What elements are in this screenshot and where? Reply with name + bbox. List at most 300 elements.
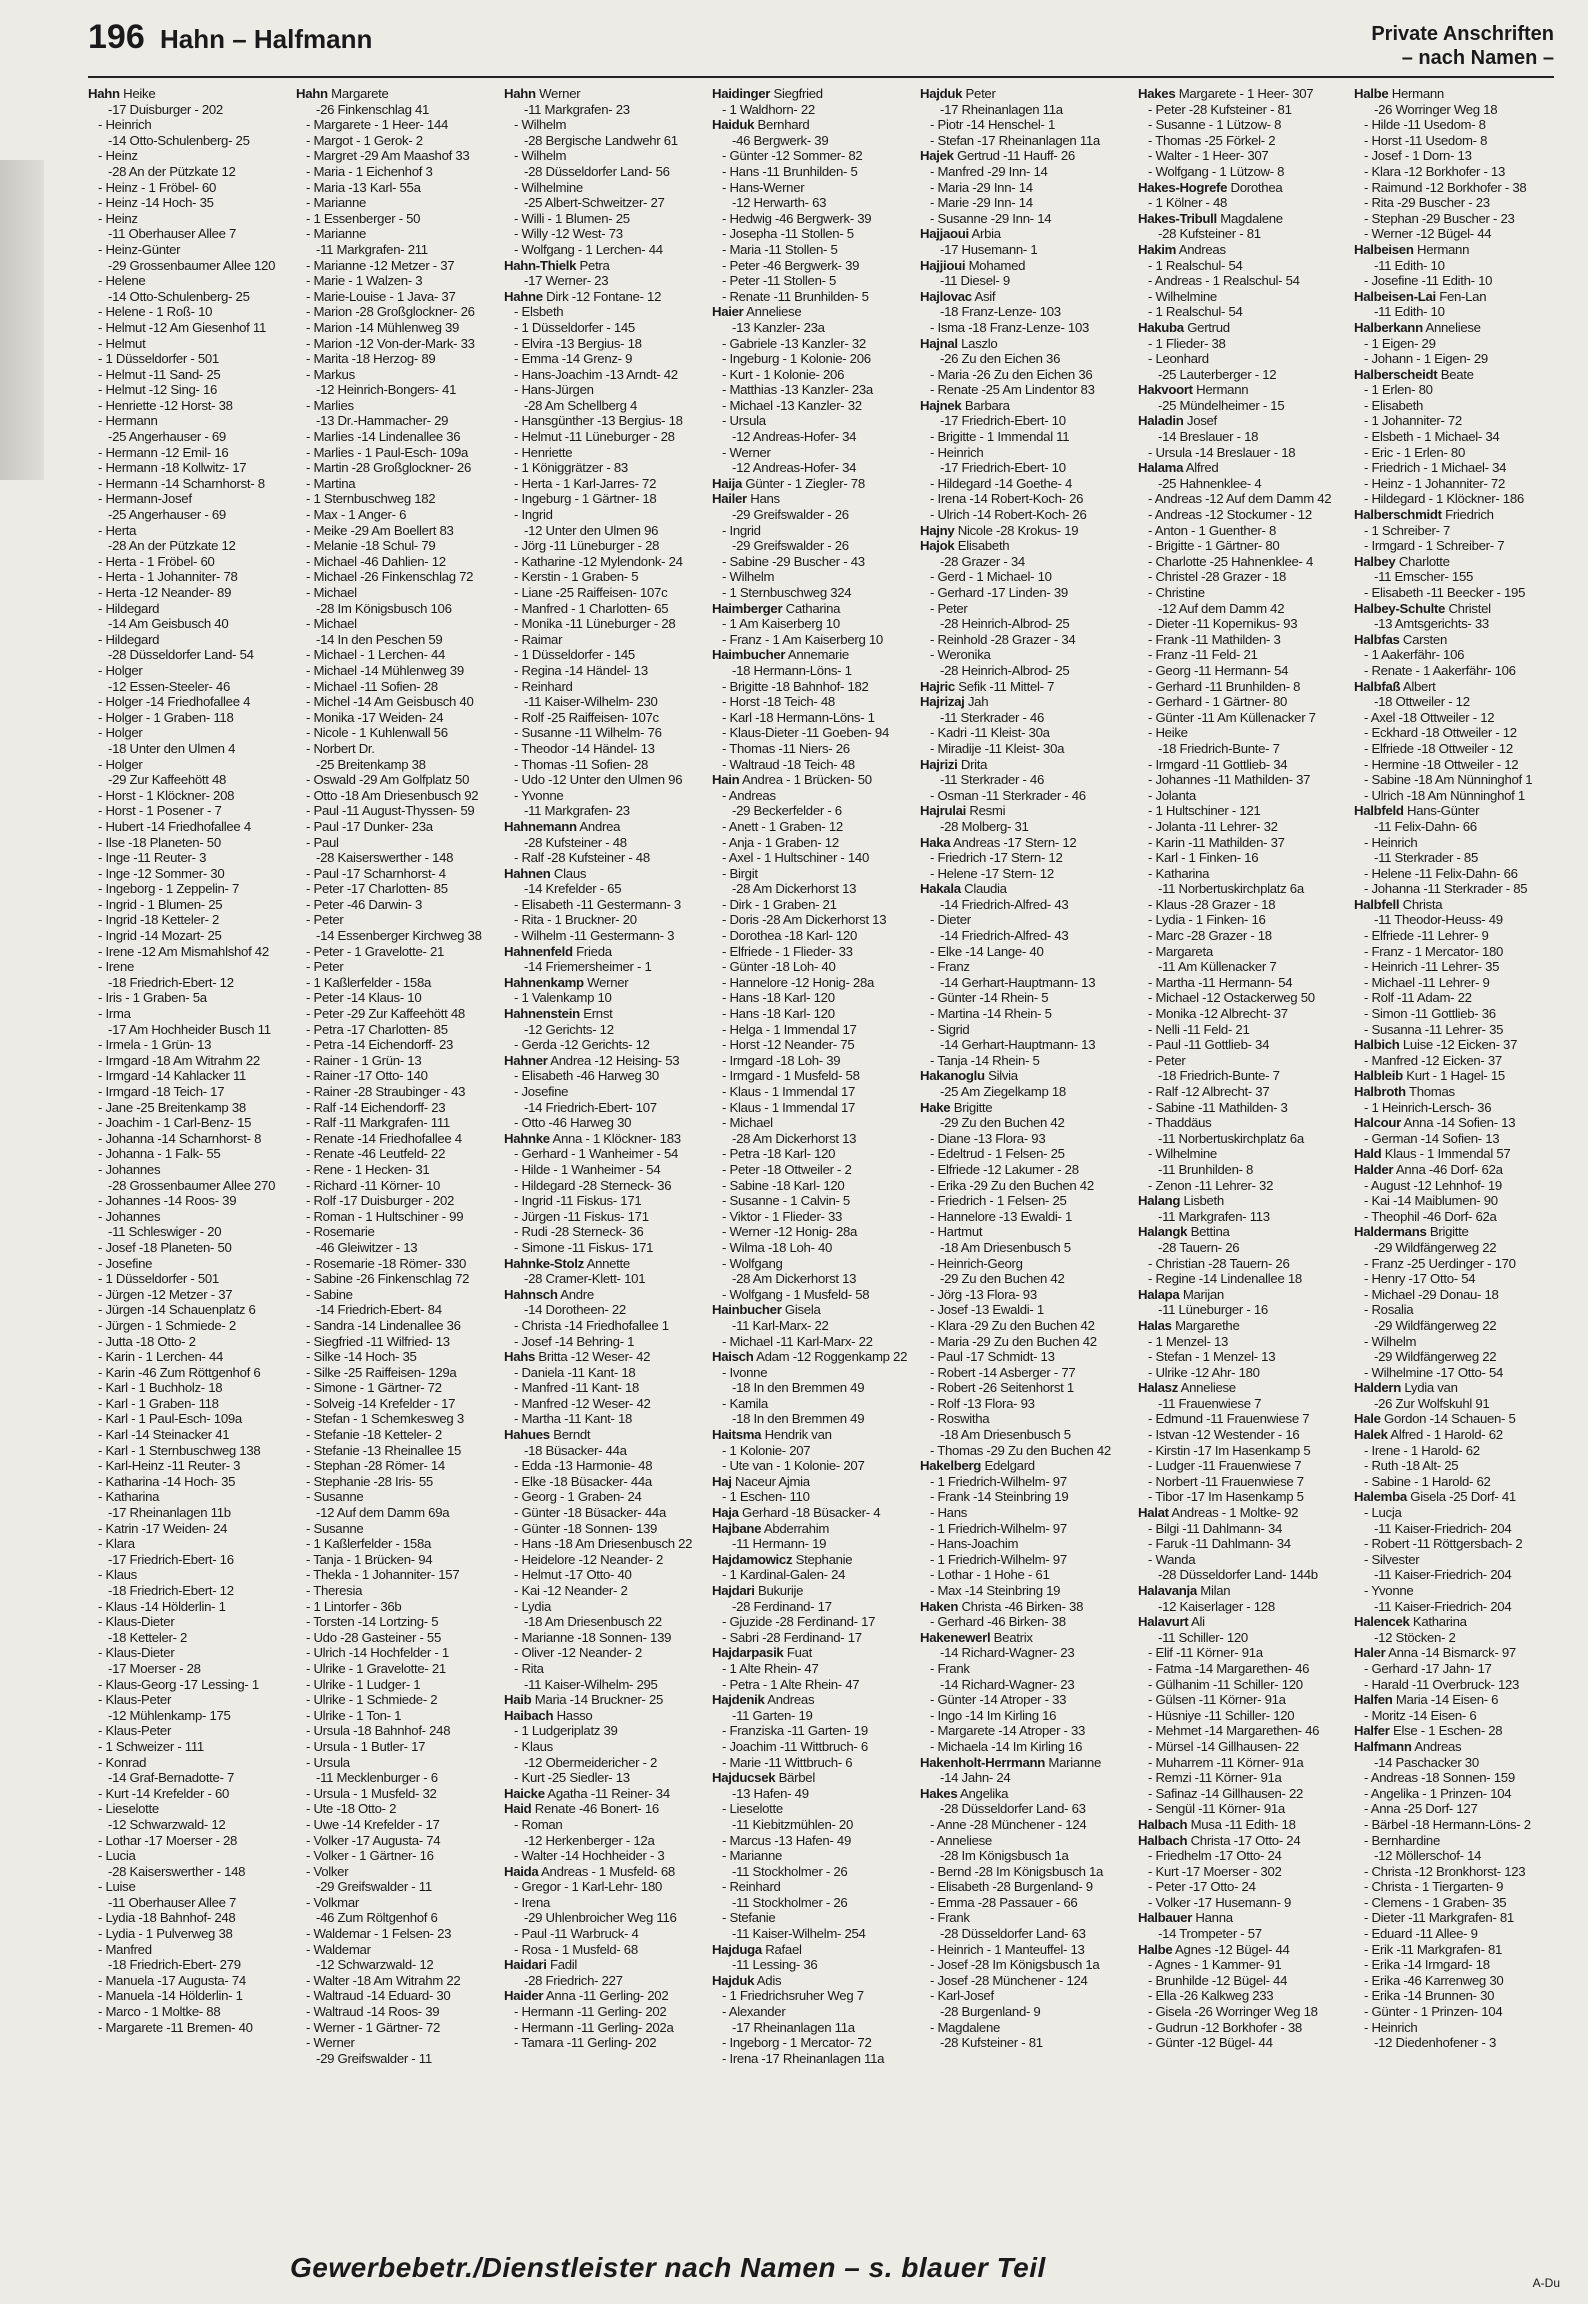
directory-entry-line: - Simon -11 Gottlieb- 36: [1364, 1006, 1496, 1022]
directory-entry-line: - Rita: [514, 1660, 544, 1676]
directory-entry-line: Halas Margarethe: [1138, 1317, 1240, 1333]
directory-entry-line: Hahnke-Stolz Annette: [504, 1255, 630, 1271]
directory-entry-line: - Stefanie: [722, 1910, 776, 1926]
directory-entry-line: -14 Graf-Bernadotte- 7: [108, 1770, 235, 1786]
directory-entry-line: -28 Kufsteiner - 48: [524, 834, 627, 850]
directory-entry-line: -28 Molberg- 31: [940, 818, 1029, 834]
directory-entry-line: - Hedwig -46 Bergwerk- 39: [722, 210, 872, 226]
directory-entry-line: - 1 Düsseldorfer - 501: [98, 351, 219, 367]
directory-entry-line: -14 Friemersheimer - 1: [524, 959, 652, 975]
directory-entry-line: - Susanne: [306, 1520, 364, 1536]
directory-entry-line: - Susanne -11 Wilhelm- 76: [514, 725, 662, 741]
directory-entry-line: - Rosalia: [1364, 1302, 1414, 1318]
directory-entry-line: - Peter: [306, 912, 344, 928]
directory-entry-line: - Johannes -14 Roos- 39: [98, 1193, 237, 1209]
directory-entry-line: - 1 Kolonie- 207: [722, 1442, 811, 1458]
directory-entry-line: - German -14 Sofien- 13: [1364, 1130, 1500, 1146]
directory-entry-line: - Torsten -14 Lortzing- 5: [306, 1614, 439, 1630]
directory-entry-line: - Rudi -28 Sterneck- 36: [514, 1224, 644, 1240]
directory-entry-line: Halberschmidt Friedrich: [1354, 507, 1494, 523]
directory-entry-line: Hajnal Laszlo: [920, 335, 998, 351]
directory-entry-line: - Marianne -12 Metzer - 37: [306, 257, 455, 273]
directory-entry-line: Halbeisen Hermann: [1354, 241, 1470, 257]
directory-entry-line: - Emma -14 Grenz- 9: [514, 351, 633, 367]
directory-entry-line: - Renate -14 Friedhofallee 4: [306, 1130, 462, 1146]
directory-entry-line: - Simone - 1 Gärtner- 72: [306, 1380, 442, 1396]
directory-entry-line: -29 Greifswalder - 26: [732, 507, 849, 523]
directory-entry-line: - 1 Johanniter- 72: [1364, 413, 1462, 429]
directory-entry-line: -11 Lüneburger - 16: [1158, 1302, 1268, 1318]
directory-entry-line: - Henriette: [514, 444, 573, 460]
directory-entry-line: - Sabine -18 Am Nünninghof 1: [1364, 772, 1533, 788]
directory-entry-line: - Gerhard -17 Jahn- 17: [1364, 1660, 1492, 1676]
directory-entry-line: - Michael -26 Finkenschlag 72: [306, 569, 474, 585]
directory-entry-line: - Helmut -12 Am Giesenhof 11: [98, 319, 267, 335]
directory-entry-line: - Karl - 1 Sternbuschweg 138: [98, 1442, 261, 1458]
directory-entry-line: - Heinrich -11 Lehrer- 35: [1364, 959, 1500, 975]
directory-entry-line: - Klaus -28 Grazer - 18: [1148, 896, 1276, 912]
directory-entry-line: - Josefine: [514, 1084, 569, 1099]
directory-entry-line: - Martina: [306, 475, 356, 491]
directory-entry-line: -28 Bergische Landwehr 61: [524, 132, 678, 148]
directory-entry-line: - Leonhard: [1148, 351, 1209, 367]
directory-entry-line: - Thomas -25 Förkel- 2: [1148, 132, 1276, 148]
directory-entry-line: - Klara: [98, 1536, 135, 1552]
directory-entry-line: - Michael -13 Kanzler- 32: [722, 397, 862, 413]
directory-entry-line: - Siegfried -11 Wilfried- 13: [306, 1333, 450, 1349]
directory-entry-line: - Ingo -14 Im Kirling 16: [930, 1707, 1057, 1723]
directory-entry-line: Halbich Luise -12 Eicken- 37: [1354, 1037, 1518, 1053]
directory-entry-line: - Josefine: [98, 1255, 153, 1271]
directory-entry-line: Halbey Charlotte: [1354, 553, 1450, 569]
directory-entry-line: - Margareta: [1148, 943, 1213, 959]
directory-entry-line: -25 Hahnenklee- 4: [1158, 475, 1262, 491]
directory-entry-line: - Anne -28 Münchener - 124: [930, 1816, 1087, 1832]
directory-entry-line: -14 Gerhart-Hauptmann- 13: [940, 974, 1096, 990]
directory-entry-line: -11 Karl-Marx- 22: [732, 1317, 829, 1333]
directory-entry-line: - Ingeburg - 1 Gärtner- 18: [514, 491, 657, 507]
directory-entry-line: - Ingrid: [722, 522, 761, 538]
directory-entry-line: - Günter -14 Rhein- 5: [930, 990, 1049, 1006]
directory-entry-line: Haier Anneliese: [712, 304, 802, 320]
directory-entry-line: -11 Oberhauser Allee 7: [108, 226, 237, 242]
directory-entry-line: -28 An der Pützkate 12: [108, 163, 236, 179]
page-header: [88, 18, 1554, 69]
directory-entry-line: Halbauer Hanna: [1138, 1910, 1233, 1926]
directory-entry-line: -18 Ottweiler - 12: [1374, 694, 1470, 710]
directory-entry-line: - Sabine -18 Karl- 120: [722, 1177, 845, 1193]
directory-entry-line: - Heinrich: [1364, 2019, 1418, 2035]
directory-entry-line: - Marlies: [306, 397, 354, 413]
directory-entry-line: -13 Amtsgerichts- 33: [1374, 616, 1489, 632]
directory-entry-line: - Sigrid: [930, 1021, 970, 1037]
directory-entry-line: - Helmut: [98, 335, 146, 351]
directory-entry-line: - Frank: [930, 1660, 970, 1676]
directory-entry-line: - Klaus-Dieter -11 Goeben- 94: [722, 725, 889, 741]
directory-entry-line: - Jürgen -11 Fiskus- 171: [514, 1208, 649, 1224]
directory-entry-line: -12 Mühlenkamp- 175: [108, 1707, 231, 1723]
directory-entry-line: -11 Garten- 19: [732, 1707, 813, 1723]
directory-entry-line: - Thomas -11 Niers- 26: [722, 740, 850, 756]
directory-entry-line: - Petra -18 Karl- 120: [722, 1146, 836, 1162]
directory-entry-line: - Robert -26 Seitenhorst 1: [930, 1380, 1074, 1396]
directory-entry-line: - Wolfgang - 1 Lützow- 8: [1148, 163, 1285, 179]
directory-entry-line: - Peter -17 Otto- 24: [1148, 1879, 1256, 1895]
directory-entry-line: Haja Gerhard -18 Büsacker- 4: [712, 1505, 881, 1521]
directory-entry-line: - Mehmet -14 Margarethen- 46: [1148, 1723, 1320, 1739]
directory-entry-line: - 1 Alte Rhein- 47: [722, 1660, 819, 1676]
directory-entry-line: - Rolf -25 Raiffeisen- 107c: [514, 709, 659, 725]
directory-entry-line: - Manfred -12 Eicken- 37: [1364, 1052, 1502, 1068]
directory-entry-line: -11 Brunhilden- 8: [1158, 1161, 1254, 1177]
directory-entry-line: - Ingeburg - 1 Kolonie- 206: [722, 351, 871, 367]
directory-entry-line: - Holger -14 Friedhofallee 4: [98, 694, 251, 710]
directory-entry-line: - Michael -11 Lehrer- 9: [1364, 974, 1490, 990]
directory-entry-line: - Sabine: [306, 1286, 353, 1302]
directory-entry-line: -28 Grossenbaumer Allee 270: [108, 1177, 276, 1193]
directory-entry-line: - Matthias -13 Kanzler- 23a: [722, 382, 873, 398]
directory-entry-line: - Heidelore -12 Neander- 2: [514, 1551, 664, 1567]
directory-entry-line: Hahues Berndt: [504, 1427, 591, 1443]
directory-entry-line: - Axel - 1 Hultschiner - 140: [722, 850, 869, 866]
directory-entry-line: - Gerd - 1 Michael- 10: [930, 569, 1052, 585]
directory-entry-line: - Martha -11 Kant- 18: [514, 1411, 633, 1427]
directory-entry-line: - Kurt - 1 Kolonie- 206: [722, 366, 845, 382]
directory-entry-line: - 1 Düsseldorfer - 145: [514, 647, 635, 663]
directory-entry-line: Hakvoort Hermann: [1138, 382, 1249, 398]
directory-entry-line: - Helene -11 Felix-Dahn- 66: [1364, 865, 1518, 881]
directory-entry-line: Halbroth Thomas: [1354, 1084, 1455, 1099]
directory-entry-line: -25 Angerhauser - 69: [108, 507, 226, 523]
directory-entry-line: Halangk Bettina: [1138, 1224, 1230, 1240]
directory-entry-line: -14 Krefelder - 65: [524, 881, 622, 897]
directory-entry-line: - Manfred -12 Weser- 42: [514, 1395, 651, 1411]
directory-entry-line: -18 Friedrich-Bunte- 7: [1158, 1068, 1280, 1084]
directory-entry-line: - Agnes - 1 Kammer- 91: [1148, 1957, 1282, 1973]
directory-entry-line: -11 Am Küllenacker 7: [1158, 959, 1277, 975]
directory-entry-line: -18 Friedrich-Bunte- 7: [1158, 740, 1280, 756]
directory-entry-line: - Willy -12 West- 73: [514, 226, 623, 242]
directory-entry-line: - Erika -14 Brunnen- 30: [1364, 1988, 1495, 2004]
directory-entry-line: Hahn Margarete: [296, 86, 389, 101]
directory-entry-line: - Werner - 1 Gärtner- 72: [306, 2019, 440, 2035]
directory-entry-line: -46 Bergwerk- 39: [732, 132, 829, 148]
directory-entry-line: -46 Gleiwitzer - 13: [316, 1239, 418, 1255]
directory-entry-line: - Maria - 1 Eichenhof 3: [306, 163, 433, 179]
directory-entry-line: - Elke -14 Lange- 40: [930, 943, 1044, 959]
directory-entry-line: - Monika -12 Albrecht- 37: [1148, 1006, 1288, 1022]
directory-entry-line: - Irmgard - 1 Schreiber- 7: [1364, 538, 1505, 554]
directory-entry-line: - Michael: [306, 585, 357, 600]
directory-entry-line: - Elfriede -18 Ottweiler - 12: [1364, 740, 1513, 756]
directory-entry-line: - Daniela -11 Kant- 18: [514, 1364, 636, 1380]
directory-entry-line: - Kai -14 Maiblumen- 90: [1364, 1193, 1498, 1209]
directory-entry-line: - Volkmar: [306, 1894, 359, 1910]
directory-entry-line: - Kirstin -17 Im Hasenkamp 5: [1148, 1442, 1311, 1458]
directory-entry-line: Hajjaoui Arbia: [920, 226, 1001, 242]
directory-entry-line: Halberkann Anneliese: [1354, 319, 1481, 335]
directory-entry-line: - Klaus-Dieter: [98, 1645, 175, 1661]
directory-entry-line: - Gerda -12 Gerichts- 12: [514, 1037, 650, 1053]
directory-entry-line: - Gülsen -11 Körner- 91a: [1148, 1692, 1286, 1708]
directory-entry-line: - Anett - 1 Graben- 12: [722, 818, 843, 834]
directory-entry-line: - Herta - 1 Fröbel- 60: [98, 553, 215, 569]
directory-entry-line: - Karin -11 Mathilden- 37: [1148, 834, 1285, 850]
directory-entry-line: - Wilhelmine -17 Otto- 54: [1364, 1364, 1504, 1380]
directory-entry-line: Hajdenik Andreas: [712, 1692, 815, 1708]
directory-entry-line: - Jürgen - 1 Schmiede- 2: [98, 1317, 236, 1333]
directory-entry-line: - Heike: [1148, 725, 1188, 741]
directory-entry-line: - Manuela -17 Augusta- 74: [98, 1972, 246, 1988]
directory-entry-line: - Dorothea -18 Karl- 120: [722, 928, 858, 944]
directory-entry-line: - Susanne -29 Inn- 14: [930, 210, 1052, 226]
directory-column-6: [1138, 86, 1340, 2236]
directory-entry-line: - Marlies -14 Lindenallee 36: [306, 429, 461, 445]
directory-entry-line: - Heinrich: [98, 117, 152, 133]
directory-entry-line: -28 Im Königsbusch 1a: [940, 1848, 1069, 1864]
directory-entry-line: - Hüsniye -11 Schiller- 120: [1148, 1707, 1295, 1723]
directory-entry-line: - Liane -25 Raiffeisen- 107c: [514, 585, 668, 600]
directory-entry-line: -11 Stockholmer - 26: [732, 1863, 848, 1879]
directory-entry-line: -11 Mecklenburger - 6: [316, 1770, 438, 1786]
directory-entry-line: - Luise: [98, 1879, 136, 1895]
directory-entry-line: Halfer Else - 1 Eschen- 28: [1354, 1723, 1503, 1739]
directory-entry-line: - Margot - 1 Gerok- 2: [306, 132, 423, 148]
directory-entry-line: - Hans-Joachim -13 Arndt- 42: [514, 366, 678, 382]
directory-entry-line: -11 Frauenwiese 7: [1158, 1395, 1262, 1411]
directory-entry-line: - Karin - 1 Lerchen- 44: [98, 1349, 224, 1365]
directory-entry-line: - Johanna - 1 Falk- 55: [98, 1146, 221, 1162]
directory-entry-line: - Roman: [514, 1816, 563, 1832]
directory-entry-line: -14 Dorotheen- 22: [524, 1302, 626, 1318]
directory-entry-line: -46 Zum Röltgenhof 6: [316, 1910, 438, 1926]
directory-entry-line: - Gregor - 1 Karl-Lehr- 180: [514, 1879, 663, 1895]
directory-entry-line: - Michael - 1 Lerchen- 44: [306, 647, 446, 663]
directory-entry-line: - Franz -25 Uerdinger - 170: [1364, 1255, 1516, 1271]
directory-entry-line: - August -12 Lehnhof- 19: [1364, 1177, 1502, 1193]
directory-entry-line: - Michael: [722, 1115, 773, 1131]
directory-entry-line: -25 Am Ziegelkamp 18: [940, 1084, 1066, 1099]
directory-entry-line: Hahne Dirk -12 Fontane- 12: [504, 288, 662, 304]
directory-entry-line: - Elisabeth -46 Harweg 30: [514, 1068, 659, 1084]
directory-entry-line: - Johannes: [98, 1161, 161, 1177]
directory-entry-line: - Renate -11 Brunhilden- 5: [722, 288, 869, 304]
directory-entry-line: - Werner: [722, 444, 771, 460]
directory-entry-line: - Hildegard -14 Goethe- 4: [930, 475, 1073, 491]
directory-entry-line: Hakuba Gertrud: [1138, 319, 1230, 335]
directory-entry-line: - Ivonne: [722, 1364, 768, 1380]
directory-entry-line: -14 Jahn- 24: [940, 1770, 1011, 1786]
directory-entry-line: - Marie -29 Inn- 14: [930, 195, 1033, 211]
directory-entry-line: Haicke Agatha -11 Reiner- 34: [504, 1785, 670, 1801]
directory-entry-line: - Hans -18 Karl- 120: [722, 990, 835, 1006]
directory-entry-line: - Brigitte - 1 Gärtner- 80: [1148, 538, 1280, 554]
directory-entry-line: - Konrad: [98, 1754, 147, 1770]
directory-entry-line: - Regina -14 Händel- 13: [514, 662, 648, 678]
directory-entry-line: - Gabriele -13 Kanzler- 32: [722, 335, 866, 351]
directory-entry-line: Hajnek Barbara: [920, 397, 1010, 413]
footer-note: Gewerbebetr./Dienstleister nach Namen – s. blauer Teil: [290, 2252, 1046, 2283]
directory-entry-line: - Max - 1 Anger- 6: [306, 507, 407, 523]
directory-entry-line: - Erika -46 Karrenweg 30: [1364, 1972, 1504, 1988]
directory-entry-line: - Gülhanim -11 Schiller- 120: [1148, 1676, 1303, 1692]
directory-entry-line: - Johann - 1 Eigen- 29: [1364, 351, 1488, 367]
directory-entry-line: - Udo -12 Unter den Ulmen 96: [514, 772, 683, 788]
directory-entry-line: - Martha -11 Hermann- 54: [1148, 974, 1293, 990]
directory-entry-line: -28 Heinrich-Albrod- 25: [940, 662, 1070, 678]
directory-entry-line: - 1 Kardinal-Galen- 24: [722, 1567, 846, 1583]
directory-entry-line: - Kurt -14 Krefelder - 60: [98, 1785, 230, 1801]
directory-entry-line: - Kurt -25 Siedler- 13: [514, 1770, 630, 1786]
directory-entry-line: - Wilhelmine: [1148, 288, 1217, 304]
directory-entry-line: - Ralf -14 Eichendorff- 23: [306, 1099, 446, 1115]
directory-entry-line: - Stephan -28 Römer- 14: [306, 1458, 445, 1474]
directory-entry-line: - Jolanta -11 Lehrer- 32: [1148, 818, 1278, 834]
directory-entry-line: Hajduk Adis: [712, 1972, 782, 1988]
directory-entry-line: - Lothar - 1 Hohe - 61: [930, 1567, 1050, 1583]
directory-entry-line: Haitsma Hendrik van: [712, 1427, 832, 1443]
directory-entry-line: - Hilde -11 Usedom- 8: [1364, 117, 1486, 133]
directory-entry-line: -11 Norbertuskirchplatz 6a: [1158, 1130, 1304, 1146]
directory-entry-line: - Wilhelm: [1364, 1333, 1417, 1349]
directory-entry-line: - Silvester: [1364, 1551, 1420, 1567]
directory-entry-line: -17 Rheinanlagen 11a: [940, 101, 1063, 117]
directory-entry-line: - Regine -14 Lindenallee 18: [1148, 1271, 1302, 1287]
directory-entry-line: - Michael -11 Sofien- 28: [306, 678, 438, 694]
directory-entry-line: - Hildegard: [98, 600, 160, 616]
directory-entry-line: Haida Andreas - 1 Musfeld- 68: [504, 1863, 675, 1879]
directory-entry-line: -12 Essen-Steeler- 46: [108, 678, 230, 694]
directory-entry-line: - Heinz - 1 Fröbel- 60: [98, 179, 216, 195]
directory-entry-line: - Heinrich - 1 Manteuffel- 13: [930, 1941, 1085, 1957]
directory-entry-line: - Heinz-Günter: [98, 241, 181, 257]
directory-entry-line: -12 Stöcken- 2: [1374, 1629, 1456, 1645]
directory-entry-line: - Rolf -17 Duisburger - 202: [306, 1193, 455, 1209]
directory-entry-line: - Elisabeth -11 Gestermann- 3: [514, 896, 681, 912]
directory-entry-line: - Frank: [930, 1910, 970, 1926]
directory-entry-line: -28 Kufsteiner - 81: [1158, 226, 1261, 242]
directory-entry-line: - Irmgard -14 Kahlacker 11: [98, 1068, 247, 1084]
directory-entry-line: -28 Cramer-Klett- 101: [524, 1271, 646, 1287]
directory-entry-line: - Max -14 Steinbring 19: [930, 1583, 1061, 1598]
directory-entry-line: - Erika -14 Irmgard- 18: [1364, 1957, 1490, 1973]
directory-entry-line: - Hermann -12 Emil- 16: [98, 444, 229, 460]
directory-entry-line: -14 Breslauer - 18: [1158, 429, 1259, 445]
directory-entry-line: - Gjuzide -28 Ferdinand- 17: [722, 1614, 876, 1630]
directory-entry-line: - 1 Eigen- 29: [1364, 335, 1436, 351]
directory-entry-line: - Birgit: [722, 865, 758, 881]
directory-entry-line: - 1 Flieder- 38: [1148, 335, 1226, 351]
directory-entry-line: - Franz - 1 Am Kaiserberg 10: [722, 631, 883, 647]
directory-entry-line: Haidari Fadil: [504, 1957, 578, 1973]
directory-entry-line: -18 Am Driesenbusch 5: [940, 1239, 1071, 1255]
directory-entry-line: - Michael -14 Mühlenweg 39: [306, 662, 464, 678]
directory-entry-line: - Marita -18 Herzog- 89: [306, 351, 436, 367]
directory-entry-line: -12 Herkenberger - 12a: [524, 1832, 655, 1848]
directory-entry-line: - Tamara -11 Gerling- 202: [514, 2035, 657, 2051]
directory-entry-line: - Ingrid -14 Mozart- 25: [98, 928, 222, 944]
directory-entry-line: - Clemens - 1 Graben- 35: [1364, 1894, 1507, 1910]
directory-entry-line: Halasz Anneliese: [1138, 1380, 1236, 1396]
directory-entry-line: - Karl - 1 Buchholz- 18: [98, 1380, 223, 1396]
directory-entry-line: - Peter: [930, 600, 968, 616]
directory-entry-line: -11 Markgrafen- 113: [1158, 1208, 1270, 1224]
directory-entry-line: - Ingrid -11 Fiskus- 171: [514, 1193, 642, 1209]
directory-entry-line: -11 Stockholmer - 26: [732, 1894, 848, 1910]
directory-entry-line: - Walter -14 Hochheider - 3: [514, 1848, 665, 1864]
directory-entry-line: -28 Tauern- 26: [1158, 1239, 1240, 1255]
directory-entry-line: - Dieter -11 Markgrafen- 81: [1364, 1910, 1514, 1926]
directory-entry-line: - Ludger -11 Frauenwiese 7: [1148, 1458, 1302, 1474]
directory-entry-line: - Ruth -18 Alt- 25: [1364, 1458, 1459, 1474]
directory-entry-line: Halbeisen-Lai Fen-Lan: [1354, 288, 1487, 304]
directory-entry-line: - Jane -25 Breitenkamp 38: [98, 1099, 246, 1115]
directory-entry-line: -28 Kufsteiner - 81: [940, 2035, 1043, 2051]
directory-entry-line: Haidinger Siegfried: [712, 86, 823, 101]
directory-entry-line: Halavurt Ali: [1138, 1614, 1205, 1630]
directory-entry-line: - Dieter -11 Kopernikus- 93: [1148, 616, 1298, 632]
directory-entry-line: -26 Worringer Weg 18: [1374, 101, 1498, 117]
directory-entry-line: Hajrizaj Jah: [920, 694, 989, 710]
directory-entry-line: - Safinaz -14 Gillhausen- 22: [1148, 1785, 1304, 1801]
directory-entry-line: - Anneliese: [930, 1832, 992, 1848]
directory-entry-line: - 1 Kaßlerfelder - 158a: [306, 1536, 432, 1552]
directory-entry-line: -18 Unter den Ulmen 4: [108, 740, 236, 756]
directory-entry-line: - Tanja - 1 Brücken- 94: [306, 1551, 433, 1567]
directory-entry-line: -28 Am Schellberg 4: [524, 397, 638, 413]
directory-entry-line: -12 Obermeidericher - 2: [524, 1754, 658, 1770]
directory-entry-line: - Ella -26 Kalkweg 233: [1148, 1988, 1274, 2004]
directory-entry-line: Hahnenstein Ernst: [504, 1006, 613, 1022]
directory-entry-line: - Irene -12 Am Mismahlshof 42: [98, 943, 269, 959]
directory-entry-line: - Edeltrud - 1 Felsen- 25: [930, 1146, 1065, 1162]
directory-entry-line: - Axel -18 Ottweiler - 12: [1364, 709, 1495, 725]
directory-entry-line: - Ulrike - 1 Ludger- 1: [306, 1676, 421, 1692]
directory-entry-line: -12 Unter den Ulmen 96: [524, 522, 659, 538]
directory-entry-line: Haimbucher Annemarie: [712, 647, 849, 663]
directory-entry-line: - Remzi -11 Körner- 91a: [1148, 1770, 1282, 1786]
directory-entry-line: -18 Friedrich-Ebert- 12: [108, 1583, 234, 1598]
directory-entry-line: - Gisela -26 Worringer Weg 18: [1148, 2004, 1318, 2020]
directory-entry-line: - Christa -12 Bronkhorst- 123: [1364, 1863, 1526, 1879]
directory-entry-line: - Wilhelm: [514, 117, 567, 133]
directory-entry-line: - Anja - 1 Graben- 12: [722, 834, 839, 850]
directory-entry-line: - Peter -14 Klaus- 10: [306, 990, 422, 1006]
directory-entry-line: - Stefan - 1 Schemkesweg 3: [306, 1411, 464, 1427]
directory-entry-line: - 1 Valenkamp 10: [514, 990, 612, 1006]
directory-entry-line: - Peter -18 Ottweiler - 2: [722, 1161, 852, 1177]
directory-entry-line: - Inge -12 Sommer- 30: [98, 865, 225, 881]
directory-entry-line: -25 Albert-Schweitzer- 27: [524, 195, 665, 211]
directory-entry-line: -25 Angerhauser - 69: [108, 429, 226, 445]
directory-entry-line: - Otto -18 Am Driesenbusch 92: [306, 787, 479, 803]
directory-entry-line: -12 Möllerschof- 14: [1374, 1848, 1482, 1864]
directory-entry-line: - Elke -18 Büsacker- 44a: [514, 1473, 652, 1489]
directory-entry-line: - Marion -28 Großglockner- 26: [306, 304, 475, 320]
page-title: Hahn – Halfmann: [160, 24, 373, 54]
directory-entry-line: - Sabine -26 Finkenschlag 72: [306, 1271, 470, 1287]
directory-entry-line: -13 Kanzler- 23a: [732, 319, 825, 335]
directory-entry-line: - Irmgard -11 Gottlieb- 34: [1148, 756, 1288, 772]
directory-entry-line: -18 In den Bremmen 49: [732, 1411, 865, 1427]
directory-entry-line: - Renate - 1 Aakerfähr- 106: [1364, 662, 1516, 678]
directory-entry-line: - Markus: [306, 366, 355, 382]
directory-entry-line: - Henry -17 Otto- 54: [1364, 1271, 1476, 1287]
directory-entry-line: Hakes Angelika: [920, 1785, 1009, 1801]
directory-entry-line: - Uwe -14 Krefelder - 17: [306, 1816, 440, 1832]
directory-entry-line: - Hans-Joachim: [930, 1536, 1019, 1552]
directory-entry-line: - Brunhilde -12 Bügel- 44: [1148, 1972, 1288, 1988]
